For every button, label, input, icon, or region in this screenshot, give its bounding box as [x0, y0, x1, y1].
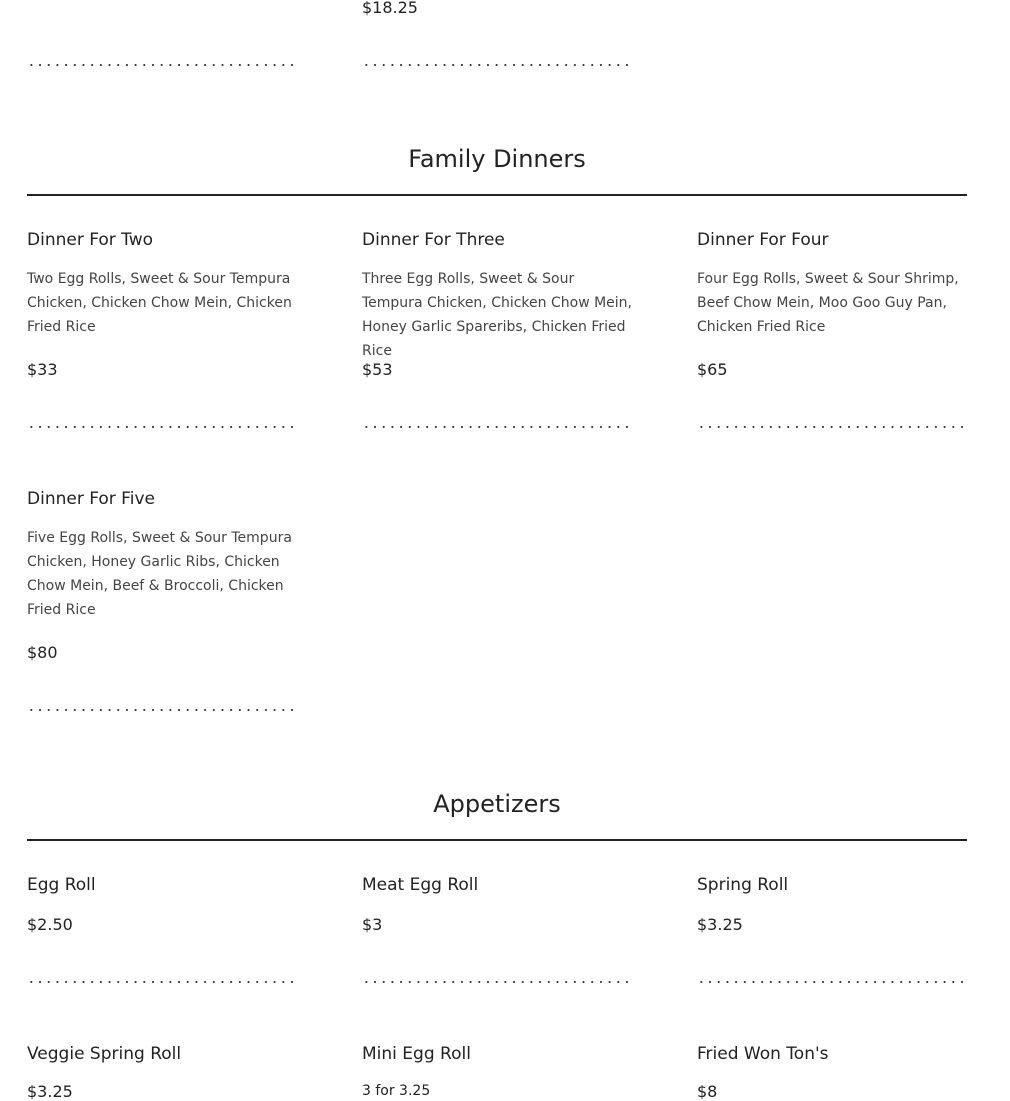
- section-rule: [27, 194, 967, 196]
- menu-item-description: Four Egg Rolls, Sweet & Sour Shrimp, Beef Chow Mein, Moo Goo Guy Pan, Chicken Fried Rice: [697, 271, 959, 335]
- item-divider: [362, 980, 632, 984]
- menu-item-name: Dinner For Four: [697, 230, 829, 250]
- item-divider: [362, 63, 632, 67]
- menu-item-name: Dinner For Five: [27, 489, 155, 509]
- item-divider: [362, 425, 632, 429]
- menu-item: [362, 230, 505, 250]
- item-divider: [27, 980, 297, 984]
- menu-item-price: $8: [697, 1082, 718, 1101]
- menu-item-price: $18.25: [362, 0, 418, 17]
- menu-item-name: Fried Won Ton's: [697, 1044, 829, 1064]
- item-divider: [697, 980, 967, 984]
- menu-item-description: Five Egg Rolls, Sweet & Sour Tempura Chicken, Honey Garlic Ribs, Chicken Chow Mein, Beef & Broccoli, Chicken Fried Rice: [27, 530, 292, 618]
- item-divider: [697, 425, 967, 429]
- section-rule: [27, 839, 967, 841]
- item-divider: [27, 425, 297, 429]
- menu-item-name: Dinner For Three: [362, 230, 505, 250]
- menu-item: [27, 489, 155, 509]
- menu-item-price: $53: [362, 360, 393, 379]
- menu-item-price: $3.25: [697, 915, 743, 934]
- menu-item-name: Veggie Spring Roll: [27, 1044, 182, 1064]
- menu-item-name: Dinner For Two: [27, 230, 154, 250]
- menu-item-price: $2.50: [27, 915, 73, 934]
- section-title-family-dinners: Family Dinners: [408, 145, 586, 173]
- section-title-appetizers: Appetizers: [433, 790, 561, 818]
- item-divider: [27, 708, 297, 712]
- menu-item-name: Meat Egg Roll: [362, 875, 479, 895]
- menu-item-price: $33: [27, 360, 58, 379]
- menu-item-price: $80: [27, 643, 58, 662]
- menu-item-name: Mini Egg Roll: [362, 1044, 471, 1064]
- menu-item: [27, 230, 153, 250]
- menu-item: [697, 230, 829, 250]
- menu-item-price: $3: [362, 915, 383, 934]
- item-divider: [27, 63, 297, 67]
- menu-item-description: Two Egg Rolls, Sweet & Sour Tempura Chicken, Chicken Chow Mein, Chicken Fried Rice: [27, 271, 292, 335]
- menu-item-price: $65: [697, 360, 728, 379]
- menu-item-name: Egg Roll: [27, 875, 96, 895]
- menu-item-price: $3.25: [27, 1082, 73, 1101]
- menu-item-name: Spring Roll: [697, 875, 789, 895]
- menu-item-description: Three Egg Rolls, Sweet & Sour Tempura Chicken, Chicken Chow Mein, Honey Garlic Spareribs, Chicken Fried Rice: [362, 271, 632, 359]
- menu-item-price: 3 for 3.25: [362, 1083, 431, 1099]
